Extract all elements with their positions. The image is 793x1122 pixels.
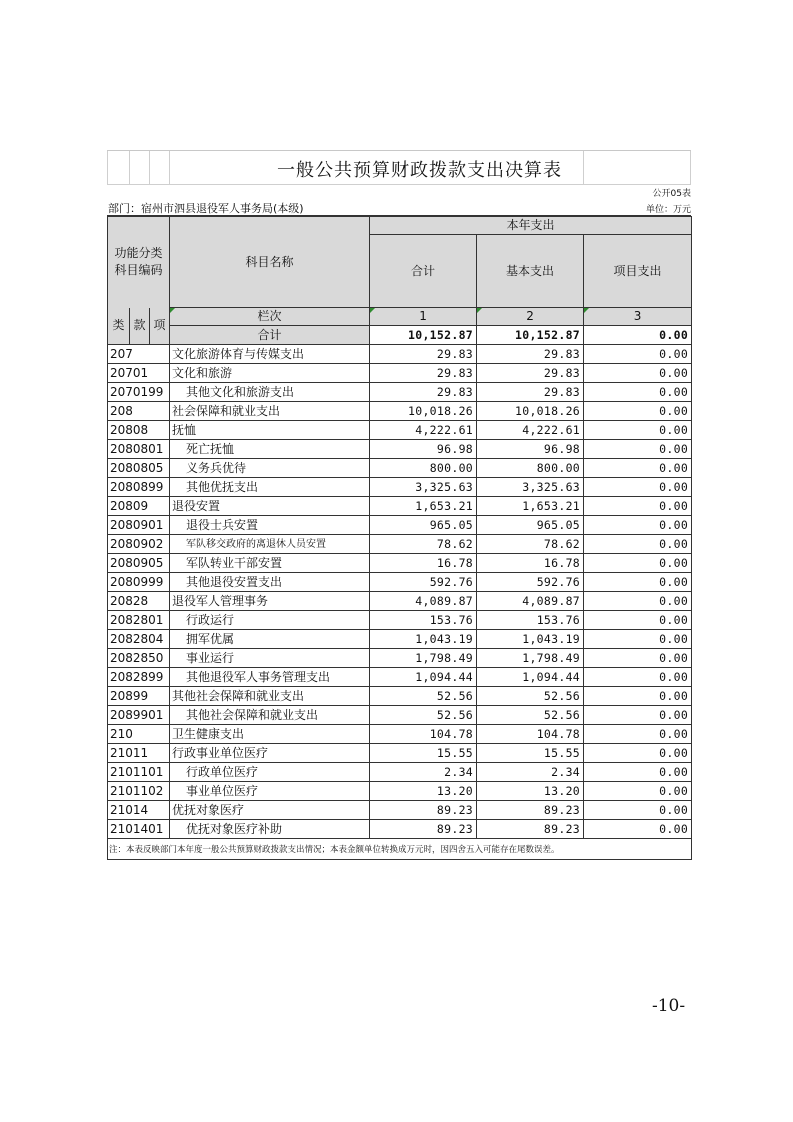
row-basic: 2.34: [477, 763, 584, 782]
row-total: 104.78: [370, 725, 477, 744]
row-project: 0.00: [584, 402, 692, 421]
table-row: [108, 364, 692, 383]
header-kuan: 款: [130, 308, 150, 345]
row-name: 其他退役安置支出: [170, 573, 370, 592]
header-xiang: 项: [150, 308, 170, 345]
row-code: 20828: [108, 592, 170, 611]
row-name: 军队移交政府的离退休人员安置: [170, 535, 370, 554]
row-name: 行政事业单位医疗: [170, 744, 370, 763]
row-name: 社会保障和就业支出: [170, 402, 370, 421]
row-name: 其他社会保障和就业支出: [170, 706, 370, 725]
row-code: 20808: [108, 421, 170, 440]
row-project: 0.00: [584, 649, 692, 668]
row-total: 1,798.49: [370, 649, 477, 668]
table-body: [108, 345, 692, 839]
row-name: 行政单位医疗: [170, 763, 370, 782]
row-total: 4,222.61: [370, 421, 477, 440]
row-code: 20899: [108, 687, 170, 706]
row-name: 死亡抚恤: [170, 440, 370, 459]
row-name: 行政运行: [170, 611, 370, 630]
row-project: 0.00: [584, 782, 692, 801]
row-code: 207: [108, 345, 170, 364]
table-row: [108, 725, 692, 744]
row-name: 文化旅游体育与传媒支出: [170, 345, 370, 364]
row-total: 592.76: [370, 573, 477, 592]
row-name: 优抚对象医疗补助: [170, 820, 370, 839]
sum-label: 合计: [170, 326, 370, 345]
row-code: 208: [108, 402, 170, 421]
row-total: 52.56: [370, 687, 477, 706]
row-code: 2082804: [108, 630, 170, 649]
unit-label: 单位：万元: [645, 205, 691, 215]
row-basic: 78.62: [477, 535, 584, 554]
row-code: 2080999: [108, 573, 170, 592]
row-total: 1,043.19: [370, 630, 477, 649]
table-row: [108, 421, 692, 440]
table-row: [108, 516, 692, 535]
row-project: 0.00: [584, 535, 692, 554]
row-total: 1,094.44: [370, 668, 477, 687]
row-project: 0.00: [584, 383, 692, 402]
row-total: 89.23: [370, 820, 477, 839]
footnote: 注：本表反映部门本年度一般公共预算财政拨款支出情况；本表金额单位转换成万元时，因四舍五入可能存在尾数误差。: [108, 839, 692, 860]
row-project: 0.00: [584, 706, 692, 725]
table-row: [108, 668, 692, 687]
budget-table: [107, 216, 692, 860]
table-row: [108, 440, 692, 459]
budget-sheet: [107, 150, 691, 860]
row-basic: 52.56: [477, 687, 584, 706]
row-code: 2080902: [108, 535, 170, 554]
table-row: [108, 345, 692, 364]
row-project: 0.00: [584, 611, 692, 630]
row-code: 20809: [108, 497, 170, 516]
row-basic: 104.78: [477, 725, 584, 744]
row-project: 0.00: [584, 364, 692, 383]
row-name: 其他优抚支出: [170, 478, 370, 497]
row-basic: 89.23: [477, 820, 584, 839]
row-total: 3,325.63: [370, 478, 477, 497]
table-row: [108, 706, 692, 725]
row-name: 义务兵优待: [170, 459, 370, 478]
header-category-code: 功能分类 科目编码: [108, 217, 170, 308]
row-project: 0.00: [584, 421, 692, 440]
table-row: [108, 744, 692, 763]
row-code: 2101102: [108, 782, 170, 801]
row-basic: 16.78: [477, 554, 584, 573]
row-project: 0.00: [584, 687, 692, 706]
row-project: 0.00: [584, 497, 692, 516]
row-code: 2070199: [108, 383, 170, 402]
table-row: [108, 554, 692, 573]
header-col3: 3: [584, 308, 692, 326]
sum-basic: 10,152.87: [477, 326, 584, 345]
row-basic: 592.76: [477, 573, 584, 592]
row-total: 96.98: [370, 440, 477, 459]
table-row: [108, 820, 692, 839]
row-project: 0.00: [584, 573, 692, 592]
row-name: 事业单位医疗: [170, 782, 370, 801]
row-name: 退役士兵安置: [170, 516, 370, 535]
header-basic: 基本支出: [477, 235, 584, 308]
page-number: -10-: [652, 996, 686, 1016]
table-row: [108, 687, 692, 706]
row-name: 抚恤: [170, 421, 370, 440]
row-name: 事业运行: [170, 649, 370, 668]
row-code: 2101401: [108, 820, 170, 839]
row-project: 0.00: [584, 763, 692, 782]
row-code: 2082801: [108, 611, 170, 630]
row-code: 210: [108, 725, 170, 744]
row-code: 2080801: [108, 440, 170, 459]
table-row: [108, 763, 692, 782]
row-basic: 10,018.26: [477, 402, 584, 421]
row-name: 其他退役军人事务管理支出: [170, 668, 370, 687]
row-total: 965.05: [370, 516, 477, 535]
row-project: 0.00: [584, 820, 692, 839]
table-row: [108, 459, 692, 478]
row-code: 2101101: [108, 763, 170, 782]
row-code: 2080805: [108, 459, 170, 478]
meta-row: [107, 185, 691, 199]
header-current-year: 本年支出: [370, 217, 692, 235]
row-code: 2082850: [108, 649, 170, 668]
row-project: 0.00: [584, 478, 692, 497]
row-project: 0.00: [584, 459, 692, 478]
row-total: 29.83: [370, 345, 477, 364]
row-total: 153.76: [370, 611, 477, 630]
row-basic: 4,222.61: [477, 421, 584, 440]
row-basic: 29.83: [477, 383, 584, 402]
header-total: 合计: [370, 235, 477, 308]
sum-total: 10,152.87: [370, 326, 477, 345]
row-code: 2089901: [108, 706, 170, 725]
row-basic: 965.05: [477, 516, 584, 535]
table-code: 公开05表: [652, 189, 691, 199]
header-col-index: 栏次: [170, 308, 370, 326]
row-name: 拥军优属: [170, 630, 370, 649]
row-basic: 153.76: [477, 611, 584, 630]
title-block: [107, 150, 691, 185]
row-name: 卫生健康支出: [170, 725, 370, 744]
table-row: [108, 383, 692, 402]
row-total: 2.34: [370, 763, 477, 782]
table-row: [108, 782, 692, 801]
sum-project: 0.00: [584, 326, 692, 345]
row-name: 文化和旅游: [170, 364, 370, 383]
row-basic: 3,325.63: [477, 478, 584, 497]
header-lei: 类: [108, 308, 130, 345]
row-code: 2080905: [108, 554, 170, 573]
row-total: 78.62: [370, 535, 477, 554]
row-code: 2080901: [108, 516, 170, 535]
row-project: 0.00: [584, 630, 692, 649]
row-name: 军队转业干部安置: [170, 554, 370, 573]
row-name: 退役安置: [170, 497, 370, 516]
row-total: 10,018.26: [370, 402, 477, 421]
department-row: [107, 199, 691, 216]
row-basic: 800.00: [477, 459, 584, 478]
table-row: [108, 497, 692, 516]
row-code: 21014: [108, 801, 170, 820]
row-code: 20701: [108, 364, 170, 383]
header-subject-name: 科目名称: [170, 217, 370, 308]
row-basic: 1,798.49: [477, 649, 584, 668]
row-name: 其他社会保障和就业支出: [170, 687, 370, 706]
row-name: 优抚对象医疗: [170, 801, 370, 820]
row-total: 52.56: [370, 706, 477, 725]
row-total: 1,653.21: [370, 497, 477, 516]
row-total: 4,089.87: [370, 592, 477, 611]
row-basic: 29.83: [477, 345, 584, 364]
header-project: 项目支出: [584, 235, 692, 308]
row-project: 0.00: [584, 744, 692, 763]
row-basic: 29.83: [477, 364, 584, 383]
row-basic: 1,094.44: [477, 668, 584, 687]
table-row: [108, 611, 692, 630]
table-row: [108, 402, 692, 421]
row-total: 15.55: [370, 744, 477, 763]
row-name: 其他文化和旅游支出: [170, 383, 370, 402]
row-code: 2080899: [108, 478, 170, 497]
row-project: 0.00: [584, 554, 692, 573]
row-project: 0.00: [584, 440, 692, 459]
row-project: 0.00: [584, 725, 692, 744]
row-total: 16.78: [370, 554, 477, 573]
row-basic: 96.98: [477, 440, 584, 459]
table-row: [108, 649, 692, 668]
row-basic: 89.23: [477, 801, 584, 820]
row-project: 0.00: [584, 516, 692, 535]
row-total: 29.83: [370, 383, 477, 402]
row-total: 29.83: [370, 364, 477, 383]
row-basic: 15.55: [477, 744, 584, 763]
table-row: [108, 592, 692, 611]
row-project: 0.00: [584, 592, 692, 611]
row-basic: 13.20: [477, 782, 584, 801]
table-row: [108, 573, 692, 592]
row-project: 0.00: [584, 345, 692, 364]
row-project: 0.00: [584, 801, 692, 820]
row-basic: 4,089.87: [477, 592, 584, 611]
table-row: [108, 630, 692, 649]
row-name: 退役军人管理事务: [170, 592, 370, 611]
table-row: [108, 801, 692, 820]
table-row: [108, 478, 692, 497]
page-title: 一般公共预算财政拨款支出决算表: [277, 160, 562, 181]
row-total: 800.00: [370, 459, 477, 478]
row-total: 13.20: [370, 782, 477, 801]
row-basic: 52.56: [477, 706, 584, 725]
header-col2: 2: [477, 308, 584, 326]
row-project: 0.00: [584, 668, 692, 687]
header-col1: 1: [370, 308, 477, 326]
row-code: 21011: [108, 744, 170, 763]
row-basic: 1,653.21: [477, 497, 584, 516]
row-code: 2082899: [108, 668, 170, 687]
table-row: [108, 535, 692, 554]
department-label: 部门：宿州市泗县退役军人事务局(本级): [108, 202, 304, 215]
row-total: 89.23: [370, 801, 477, 820]
row-basic: 1,043.19: [477, 630, 584, 649]
